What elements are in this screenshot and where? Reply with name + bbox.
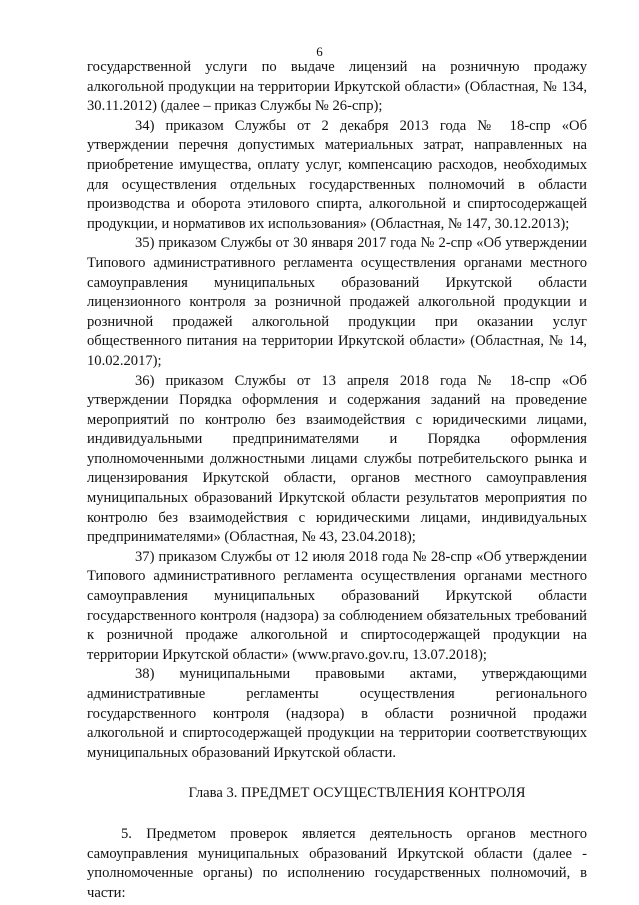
paragraph-section-5: 5. Предметом проверок является деятельность органов местного самоуправления муниципальных образований Иркутской области (далее - уполномоченные органы) по исполнению государственных полномочий, в части: — [87, 825, 587, 901]
paragraph-item-35: 35) приказом Службы от 30 января 2017 года № 2-спр «Об утверждении Типового административного регламента осуществления органами местного самоуправления муниципальных образований Иркутской области лицензионного контроля за розничной продажей алкогольной продукции и розничной продажей алкогольной продукции при оказании услуг общественного питания на территории Иркутской области» (Областная, № 14, 10.02.2017); — [87, 235, 587, 369]
paragraph-item-34: 34) приказом Службы от 2 декабря 2013 года № 18-спр «Об утверждении перечня допустимых материальных затрат, направленных на приобретение имущества, оплату услуг, компенсацию расходов, необходимых для осуществления отдельных государственных полномочий в области производства и оборота этилового спирта, алкогольной и спиртосодержащей продукции, и нормативов их использования» (Областная, № 147, 30.12.2013); — [87, 117, 587, 232]
paragraph-item-38: 38) муниципальными правовыми актами, утверждающими административные регламенты осуществления регионального государственного контроля (надзора) в области розничной продажи алкогольной и спиртосодержащей продукции на территории соответствующих муниципальных образований Иркутской области. — [87, 666, 587, 761]
paragraph-item-37: 37) приказом Службы от 12 июля 2018 года № 28-спр «Об утверждении Типового административного регламента осуществления органами местного самоуправления муниципальных образований Иркутской области государственного контроля (надзора) за соблюдением обязательных требований к розничной продаже алкогольной и спиртосодержащей продукции на территории Иркутской области» (www.pravo.gov.ru, 13.07.2018); — [87, 548, 587, 663]
document-body — [87, 58, 587, 903]
paragraph-continuation: государственной услуги по выдаче лицензий на розничную продажу алкогольной продукции на территории Иркутской области» (Областная, № 134, 30.11.2012) (далее – приказ Службы № 26-спр); — [87, 59, 587, 115]
page-number: 6 — [316, 44, 323, 59]
chapter-heading: Глава 3. ПРЕДМЕТ ОСУЩЕСТВЛЕНИЯ КОНТРОЛЯ — [188, 785, 526, 802]
paragraph-item-36: 36) приказом Службы от 13 апреля 2018 года № 18-спр «Об утверждении Порядка оформления и содержания заданий на проведение мероприятий по контролю без взаимодействия с юридическими лицами, индивидуальными предпринимателями и Порядка оформления уполномоченными должностными лицами службы потребительского рынка и лицензирования Иркутской области, органов местного самоуправления муниципальных образований Иркутской области результатов мероприятия по контролю без взаимодействия с юридическими лицами, индивидуальных предпринимателями» (Областная, № 43, 23.04.2018); — [87, 372, 587, 546]
